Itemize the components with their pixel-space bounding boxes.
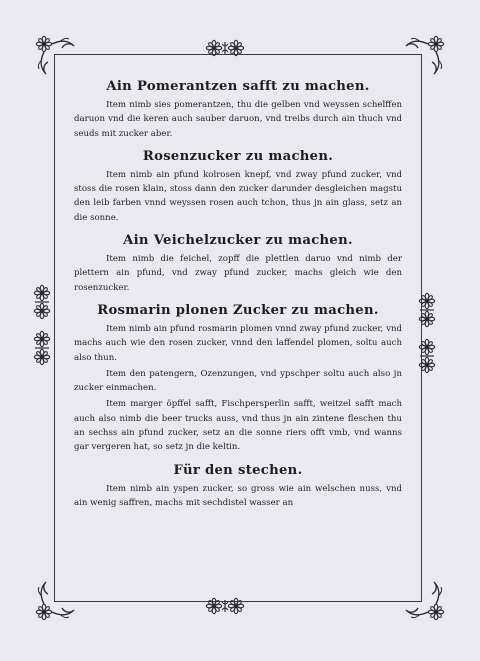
rosette-icon — [198, 596, 252, 616]
paragraph: Item marger öpffel safft, Fischpersperlin safft, weitzel safft mach auch also nimb die beer trucks auss, vnd thus jn ain zintene fleschen thu an sechss ain pfund zucker, setz an die sonne riers offt vmb, vnd wanns gar vergeren hat, so setz jn die keltin. — [74, 399, 402, 453]
section-title: Ain Veichelzucker zu machen. — [123, 233, 353, 249]
section-title: Rosmarin plonen Zucker zu machen. — [97, 302, 379, 318]
paragraph: Item nimb die feichel, zopff die plettlen daruo vnd nimb der plettern ain pfund, vnd zway pfund zucker, machs gleich wie den rosenzucker. — [74, 254, 402, 293]
flourish-corner-icon — [402, 30, 450, 78]
rosette-icon — [32, 284, 52, 320]
recipe-section — [74, 78, 402, 141]
flourish-corner-icon — [402, 578, 450, 626]
paragraph: Item nimb sies pomerantzen, thu die gelben vnd weyssen schelffen daruon vnd die keren auch sauber daruon, vnd treibs durch ain thuch vnd seuds mit zucker aber. — [74, 100, 402, 139]
flourish-corner-icon — [30, 578, 78, 626]
flourish-corner-icon — [30, 30, 78, 78]
recipe-section — [74, 148, 402, 225]
recipe-section — [74, 232, 402, 295]
paragraph: Item nimb ain pfund rosmarin plomen vnnd zway pfund zucker, vnd machs auch wie den rosen zucker, vnnd den laffendel plomen, soltu auch also thun. — [74, 323, 402, 363]
paragraph: Item nimb ain pfund kolrosen knepf, vnd zway pfund zucker, vnd stoss die rosen klain, stoss dann den zucker darunder desgleichen magstu den leib farben vnnd weyssen rosen auch tchon, thus jn ain glass, setz an die sonne. — [74, 169, 402, 223]
rosette-icon — [198, 38, 252, 58]
rosette-icon — [32, 330, 52, 366]
paragraph: Item den patengern, Ozenzungen, vnd ypschper soltu auch also jn zucker einmachen. — [74, 368, 402, 394]
section-title: Für den stechen. — [173, 462, 303, 478]
section-title: Ain Pomerantzen safft zu machen. — [106, 79, 370, 94]
rosette-icon — [417, 338, 437, 374]
section-title: Rosenzucker zu machen. — [142, 148, 334, 164]
rosette-icon — [417, 292, 437, 328]
paragraph: Item nimb ain yspen zucker, so gross wie ain welschen nuss, vnd ain wenig saffren, machs mit sechdistel wasser an — [74, 483, 402, 508]
recipe-section — [74, 462, 402, 511]
recipe-section — [74, 302, 402, 455]
recipe-text — [74, 78, 402, 517]
